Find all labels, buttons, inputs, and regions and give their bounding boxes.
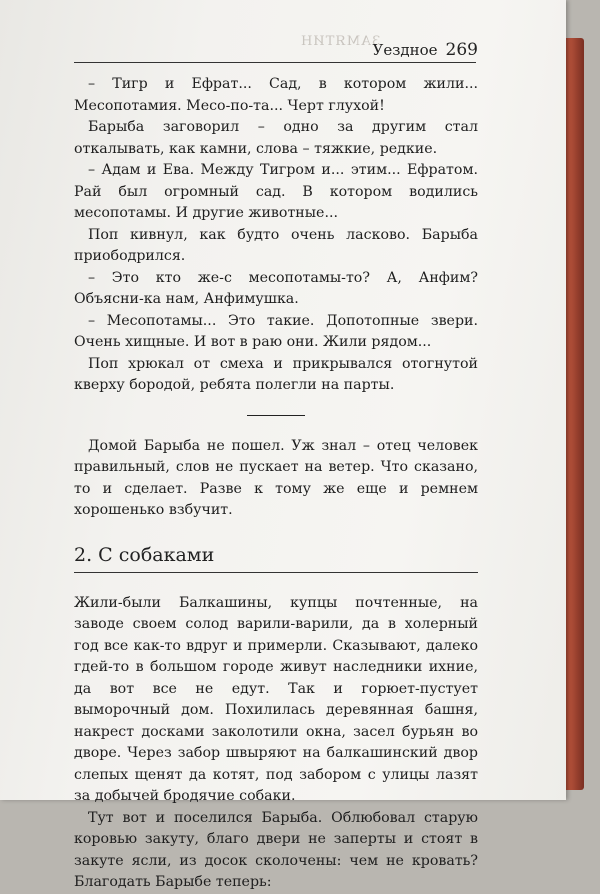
paragraph: – Месопотамы... Это такие. Допотопные звери. Очень хищные. И вот в раю они. Жили рядом... <box>74 312 478 350</box>
section-rule <box>74 572 478 573</box>
section-title: 2. С собаками <box>74 543 215 566</box>
paragraph: – Адам и Ева. Между Тигром и... этим... Ефратом. Рай был огромный сад. В котором водились месопотамы. И другие животные... <box>74 162 478 221</box>
running-head <box>373 40 479 60</box>
scene-divider <box>247 415 305 416</box>
page-body <box>74 74 478 894</box>
paragraph: Барыба заговорил – одно за другим стал откалывать, как камни, слова – тяжкие, редкие. <box>74 119 478 157</box>
paragraph: – Тигр и Ефрат... Сад, в котором жили... Месопотамия. Месо-по-та... Черт глухой! <box>74 76 478 114</box>
header-rule <box>74 62 476 63</box>
paragraph: – Это кто же-с месопотамы-то? А, Анфим? Объясни-ка нам, Анфимушка. <box>74 269 478 307</box>
paragraph: Домой Барыба не пошел. Уж знал – отец человек правильный, слов не пускает на ветер. Что сказано, то и сделает. Разве к тому же еще и ремнем хорошенько взбучит. <box>74 437 478 518</box>
running-head-title: Уездное <box>372 41 438 59</box>
paragraph: Тут вот и поселился Барыба. Облюбовал старую коровью закуту, благо двери не заперты и стоят в закуте ясли, из досок сколочены: чем не кровать? Благодать Барыбе теперь: <box>74 809 478 890</box>
bleed-through-text: ЗАМЯТИН <box>300 34 381 49</box>
paragraph: Поп кивнул, как будто очень ласково. Барыба приободрился. <box>74 226 478 264</box>
paragraph: Жили-были Балкашины, купцы почтенные, на заводе своем солод варили-варили, да в холерный год все как-то вдруг и примерли. Сказывают, далеко гдей-то в большом городе живут наследники ихние, да вот все не едут. Так и горюет-пустует выморочный дом. Похилилась деревянная башня, накрест досками заколотили окна, засел бурьян во дворе. Через забор швыряют на балкашинский двор слепых щенят да котят, под забором с улицы лазят за добычей бродячие собаки. <box>74 594 478 804</box>
paragraph: Поп хрюкал от смеха и прикрывался отогнутой кверху бородой, ребята полегли на парты. <box>74 355 478 393</box>
page-number: 269 <box>445 40 478 60</box>
